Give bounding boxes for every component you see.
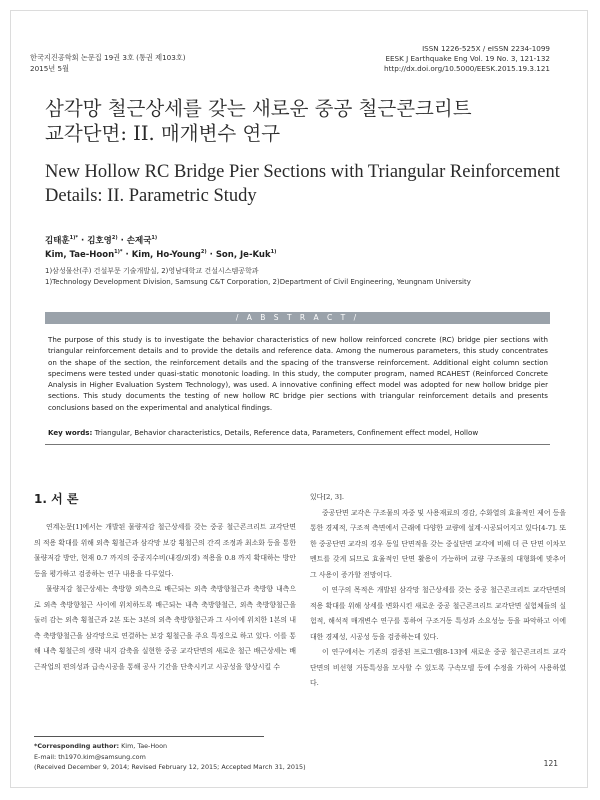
author-ko-2: 김호영 — [87, 236, 112, 246]
body-paragraph: 물량저감 철근상세는 축방향 외측으로 배근되는 외측 축방향철근과 축방향 내측으로 외측 축방향철근 사이에 위치하도록 배근되는 내측 축방향철근, 외측 축방향철근을 둘러 감는 외측 횡철근과 2본 또는 3본의 외측 축방향철근과 그 사이에 위치한 1본의 내측 축방향철근을 삼각망으로 연결하는 보강 횡철근을 주요 특징으로 하고 있다. 이를 통해 내측 횡철근의 생략 내지 감축을 실현한 중공 교각단면의 새로운 철근 배근상세는 배근작업의 편의성과 급속시공을 통해 공사 기간을 단축시키고 시공성을 향상시킬 수 — [34, 585, 296, 671]
author-ko-1: 김태훈 — [45, 236, 70, 246]
title-ko-line-2: 교각단면: II. 매개변수 연구 — [45, 122, 281, 145]
footnote-label: *Corresponding author: — [34, 742, 120, 750]
footnote-dates: (Received December 9, 2014; Revised February 12, 2015; Accepted March 31, 2015) — [34, 763, 306, 771]
journal-header-right — [384, 44, 550, 74]
keywords-list: Triangular, Behavior characteristics, Details, Reference data, Parameters, Confinement effect model, Hollow — [94, 428, 479, 437]
author-en-1-sup: 1)* — [114, 249, 123, 256]
author-en-2: Kim, Ho-Young — [131, 250, 201, 260]
abstract-header-bar: / A B S T R A C T / — [45, 312, 550, 324]
title-english — [45, 160, 575, 208]
doi-link[interactable]: http://dx.doi.org/10.5000/EESK.2015.19.3.121 — [384, 64, 550, 73]
footnote-divider — [34, 736, 264, 737]
author-ko-3: 손제국 — [126, 236, 152, 246]
section-1-heading: 1. 서 론 — [34, 492, 79, 506]
journal-header-left — [30, 52, 186, 74]
author-en-1: Kim, Tae-Hoon — [45, 250, 115, 260]
authors-english: Kim, Tae-Hoon$^{1)*}$ · Kim, Ho-Young$^{2)}$ · Son, Je-Kuk$^{1)}$ — [45, 249, 277, 260]
author-ko-3-sup: 1) — [151, 235, 158, 242]
footnote-author: Kim, Tae-Hoon — [121, 742, 168, 750]
journal-name-ko: 한국지진공학회 논문집 19권 3호 (통권 제103호) — [30, 53, 186, 62]
author-en-3: Son, Je-Kuk — [215, 250, 271, 260]
body-paragraph: 중공단면 교각은 구조물의 자중 및 사용재료의 경감, 수화열의 효율적인 제어 등을 통한 경제적, 구조적 측면에서 근래에 다양한 교량에 설계·시공되어지고 있다[4-7]. 또한 중공단면 교각의 경우 동일 단면적을 갖는 중실단면 교각에 비해 더 큰 단면 이차모멘트를 갖게 되므로 효율적인 단면 활용이 가능하며 교량 구조물의 대형화에 맞추어 그 사용이 증가할 전망이다. — [310, 508, 566, 579]
keywords — [48, 428, 548, 437]
journal-name-en: EESK J Earthquake Eng Vol. 19 No. 3, 121-132 — [385, 54, 550, 63]
keywords-label: Key words: — [48, 428, 93, 437]
title-ko-line-1: 삼각망 철근상세를 갖는 새로운 중공 철근콘크리트 — [45, 97, 472, 120]
corresponding-author-footnote — [34, 741, 306, 773]
author-ko-1-sup: 1)* — [69, 235, 79, 242]
abstract-text: The purpose of this study is to investigate the behavior characteristics of new hollow reinforced concrete (RC) bridge pier sections with triangular reinforcement details and to provide the details and reference data. Among the numerous parameters, this study concentrates on the shape of the section, the reinforcement details and the spacing of the transverse reinforcement. Additional eight column section specimens were tested under quasi-static monotonic loading. In this study, the computer program, named RCAHEST (Reinforced Concrete Analysis in Higher Evaluation System Technology), was used. A innovative confining effect model was adopted for new hollow bridge pier sections. This study documents the testing of new hollow RC bridge pier sections with triangular reinforcement details and presents conclusions based on the experimental and analytical findings. — [48, 335, 548, 412]
body-paragraph: 있다[2, 3]. — [310, 493, 345, 501]
body-left-column — [34, 520, 296, 675]
affiliations-korean: 1)삼성물산(주) 건설부문 기술개발실, 2)영남대학교 건설시스템공학과 — [45, 267, 259, 275]
body-paragraph: 이 연구에서는 기존의 검증된 프로그램[8-13]에 새로운 중공 철근콘크리트 교각단면의 비선형 거동특성을 모사할 수 있도록 구속모델 등에 수정을 가하여 사용하였다. — [310, 648, 566, 687]
body-right-column — [310, 490, 566, 692]
affiliations-english: 1)Technology Development Division, Samsung C&T Corporation, 2)Department of Civil Engineering, Yeungnam University — [45, 278, 471, 286]
keywords-divider — [45, 444, 550, 445]
footnote-email[interactable]: E-mail: th1970.kim@samsung.com — [34, 752, 146, 761]
issn: ISSN 1226-525X / eISSN 2234-1099 — [422, 44, 550, 53]
author-ko-2-sup: 2) — [111, 235, 118, 242]
author-en-3-sup: 1) — [270, 249, 277, 256]
page-number: 121 — [543, 759, 558, 768]
journal-date-ko: 2015년 5월 — [30, 64, 70, 73]
title-korean — [45, 96, 565, 146]
body-paragraph: 연계논문[1]에서는 개발된 물량저감 철근상세를 갖는 중공 철근콘크리트 교각단면의 적용 확대를 위해 외측 횡철근과 삼각망 보강 횡철근의 간격 조정과 최소화 등을 통한 물량저감 방안, 현재 0.7 까지의 중공지수비(내경/외경) 적용을 0.8 까지 확대하는 방안 등을 평가하고 검증하는 연구 내용을 다루었다. — [34, 523, 296, 578]
title-en-line-2: Details: II. Parametric Study — [45, 186, 257, 206]
title-en-line-1: New Hollow RC Bridge Pier Sections with Triangular Reinforcement — [45, 162, 560, 182]
authors-korean: 김태훈$^{1)*}$ · 김호영$^{2)}$ · 손제국$^{1)}$ — [45, 235, 158, 246]
author-en-2-sup: 2) — [200, 249, 207, 256]
body-paragraph: 이 연구의 목적은 개발된 삼각망 철근상세를 갖는 중공 철근콘크리트 교각단면의 적용 확대를 위해 상세를 변화시킨 새로운 중공 철근콘크리트 교각단면 실험체들의 실험적, 해석적 매개변수 연구를 통하여 구조거동 특성과 소요성능 등을 파악하고 이에 대한 경제성, 시공성 등을 검증하는데 있다. — [310, 586, 566, 641]
